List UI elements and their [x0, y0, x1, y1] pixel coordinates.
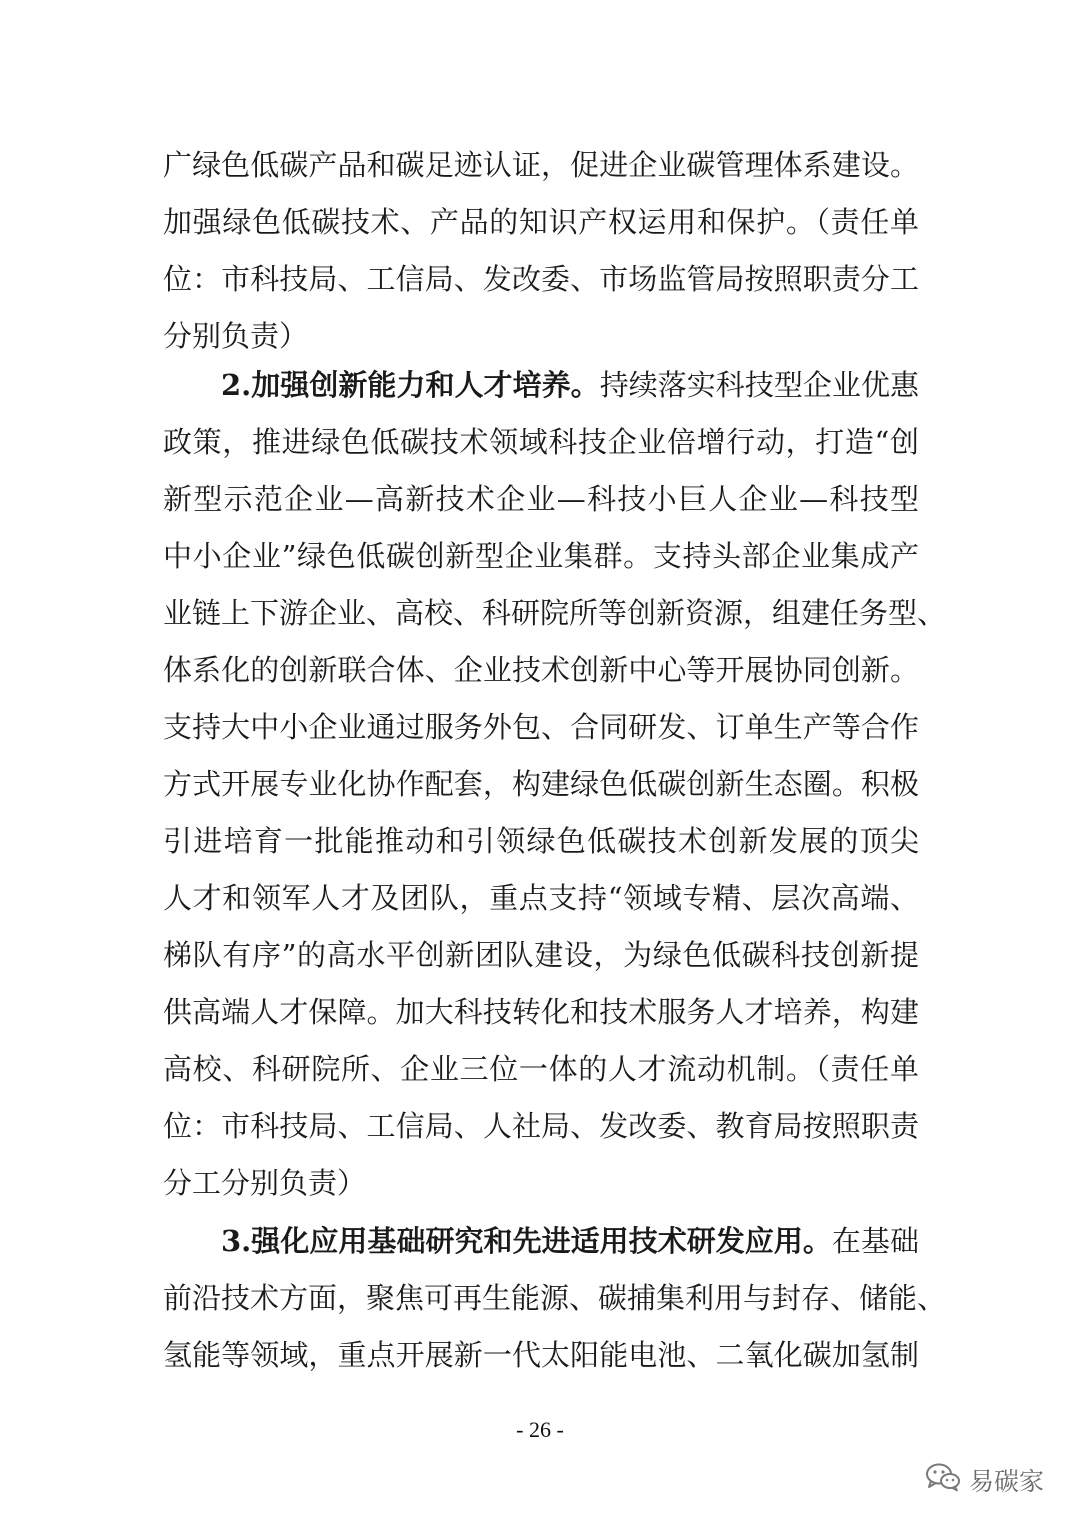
body-line: 梯队有序”的高水平创新团队建设，为绿色低碳科技创新提 [163, 938, 919, 972]
body-line: 人才和领军人才及团队，重点支持“领域专精、层次高端、 [163, 881, 919, 915]
body-line: 分别负责） [163, 319, 309, 353]
body-line: 前沿技术方面，聚焦可再生能源、碳捕集利用与封存、储能、 [163, 1281, 947, 1315]
body-line: 位：市科技局、工信局、人社局、发改委、教育局按照职责 [163, 1109, 919, 1143]
section-heading-line [221, 356, 919, 414]
body-line: 高校、科研院所、企业三位一体的人才流动机制。（责任单 [163, 1052, 919, 1086]
body-line: 氢能等领域，重点开展新一代太阳能电池、二氧化碳加氢制 [163, 1338, 919, 1372]
body-line: 供高端人才保障。加大科技转化和技术服务人才培养，构建 [163, 995, 919, 1029]
body-line: 新型示范企业—高新技术企业—科技小巨人企业—科技型 [163, 482, 919, 516]
section-text: 持续落实科技型企业优惠 [599, 368, 919, 402]
body-line: 支持大中小企业通过服务外包、合同研发、订单生产等合作 [163, 710, 919, 744]
body-line: 体系化的创新联合体、企业技术创新中心等开展协同创新。 [163, 653, 919, 687]
body-line: 政策，推进绿色低碳技术领域科技企业倍增行动，打造“创 [163, 425, 919, 459]
body-line: 位：市科技局、工信局、发改委、市场监管局按照职责分工 [163, 262, 919, 296]
body-line: 分工分别负责） [163, 1166, 367, 1200]
body-line: 加强绿色低碳技术、产品的知识产权运用和保护。（责任单 [163, 205, 919, 239]
body-line: 广绿色低碳产品和碳足迹认证，促进企业碳管理体系建设。 [163, 148, 919, 182]
wechat-icon [925, 1462, 961, 1498]
body-line: 引进培育一批能推动和引领绿色低碳技术创新发展的顶尖 [163, 824, 919, 858]
section-heading: 3.强化应用基础研究和先进适用技术研发应用。 [221, 1224, 832, 1258]
body-line: 方式开展专业化协作配套，构建绿色低碳创新生态圈。积极 [163, 767, 919, 801]
section-heading-line [221, 1212, 919, 1270]
section-heading: 2.加强创新能力和人才培养。 [221, 368, 600, 402]
body-line: 中小企业”绿色低碳创新型企业集群。支持头部企业集成产 [163, 539, 919, 573]
section-text: 在基础 [831, 1224, 919, 1258]
watermark-text: 易碳家 [968, 1467, 1044, 1496]
watermark [925, 1458, 1044, 1502]
page-number: - 26 - [516, 1417, 564, 1442]
body-line: 业链上下游企业、高校、科研院所等创新资源，组建任务型、 [163, 596, 947, 630]
